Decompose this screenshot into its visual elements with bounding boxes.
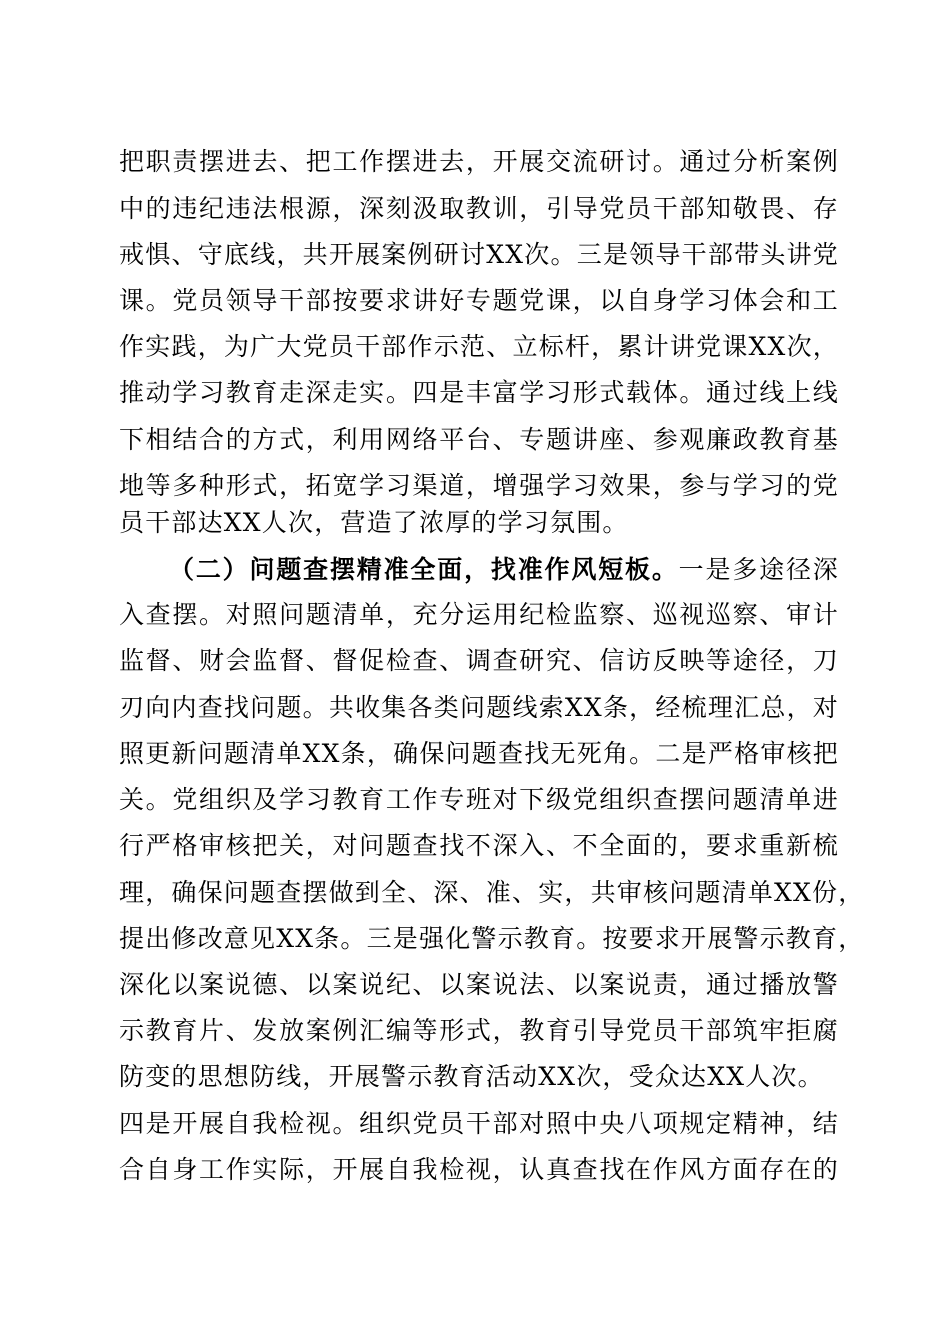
text-line-16: 行严格审核把关，对问题查找不深入、不全面的，要求重新梳	[119, 831, 839, 860]
text-line-21: 防变的思想防线，开展警示教育活动XX次，受众达XX人次。	[119, 1062, 824, 1091]
text-line-8: 地等多种形式，拓宽学习渠道，增强学习效果，参与学习的党	[119, 471, 839, 500]
text-line-20: 示教育片、发放案例汇编等形式，教育引导党员干部筑牢拒腐	[119, 1016, 839, 1045]
text-line-6: 推动学习教育走深走实。四是丰富学习形式载体。通过线上线	[119, 378, 839, 407]
text-line-5: 作实践，为广大党员干部作示范、立标杆，累计讲党课XX次，	[119, 332, 839, 361]
text-line-15: 关。党组织及学习教育工作专班对下级党组织查摆问题清单进	[119, 785, 839, 814]
text-line-7: 下相结合的方式，利用网络平台、专题讲座、参观廉政教育基	[119, 425, 839, 454]
section-heading: （二）问题查摆精准全面，找准作风短板。	[169, 555, 679, 584]
text-line-17: 理，确保问题查摆做到全、深、准、实，共审核问题清单XX份，	[119, 878, 865, 907]
text-line-11: 入查摆。对照问题清单，充分运用纪检监察、巡视巡察、审计	[119, 600, 839, 629]
section-heading-line	[169, 550, 839, 590]
text-line-23: 合自身工作实际，开展自我检视，认真查找在作风方面存在的	[119, 1155, 839, 1184]
text-line-2: 中的违纪违法根源，深刻汲取教训，引导党员干部知敬畏、存	[119, 194, 839, 223]
text-line-22: 四是开展自我检视。组织党员干部对照中央八项规定精神，结	[119, 1109, 839, 1138]
text-line-9: 员干部达XX人次，营造了浓厚的学习氛围。	[119, 508, 629, 537]
text-line-1: 把职责摆进去、把工作摆进去，开展交流研讨。通过分析案例	[119, 147, 839, 176]
text-line-4: 课。党员领导干部按要求讲好专题党课，以自身学习体会和工	[119, 286, 839, 315]
text-line-19: 深化以案说德、以案说纪、以案说法、以案说责，通过播放警	[119, 970, 839, 999]
text-line-18: 提出修改意见XX条。三是强化警示教育。按要求开展警示教育，	[119, 924, 865, 953]
text-line-12: 监督、财会监督、督促检查、调查研究、信访反映等途径，刀	[119, 646, 839, 675]
text-line-13: 刃向内查找问题。共收集各类问题线索XX条，经梳理汇总，对	[119, 693, 839, 722]
section-heading-continuation: 一是多途径深	[678, 555, 839, 584]
text-line-14: 照更新问题清单XX条，确保问题查找无死角。二是严格审核把	[119, 739, 839, 768]
text-line-3: 戒惧、守底线，共开展案例研讨XX次。三是领导干部带头讲党	[119, 240, 839, 269]
